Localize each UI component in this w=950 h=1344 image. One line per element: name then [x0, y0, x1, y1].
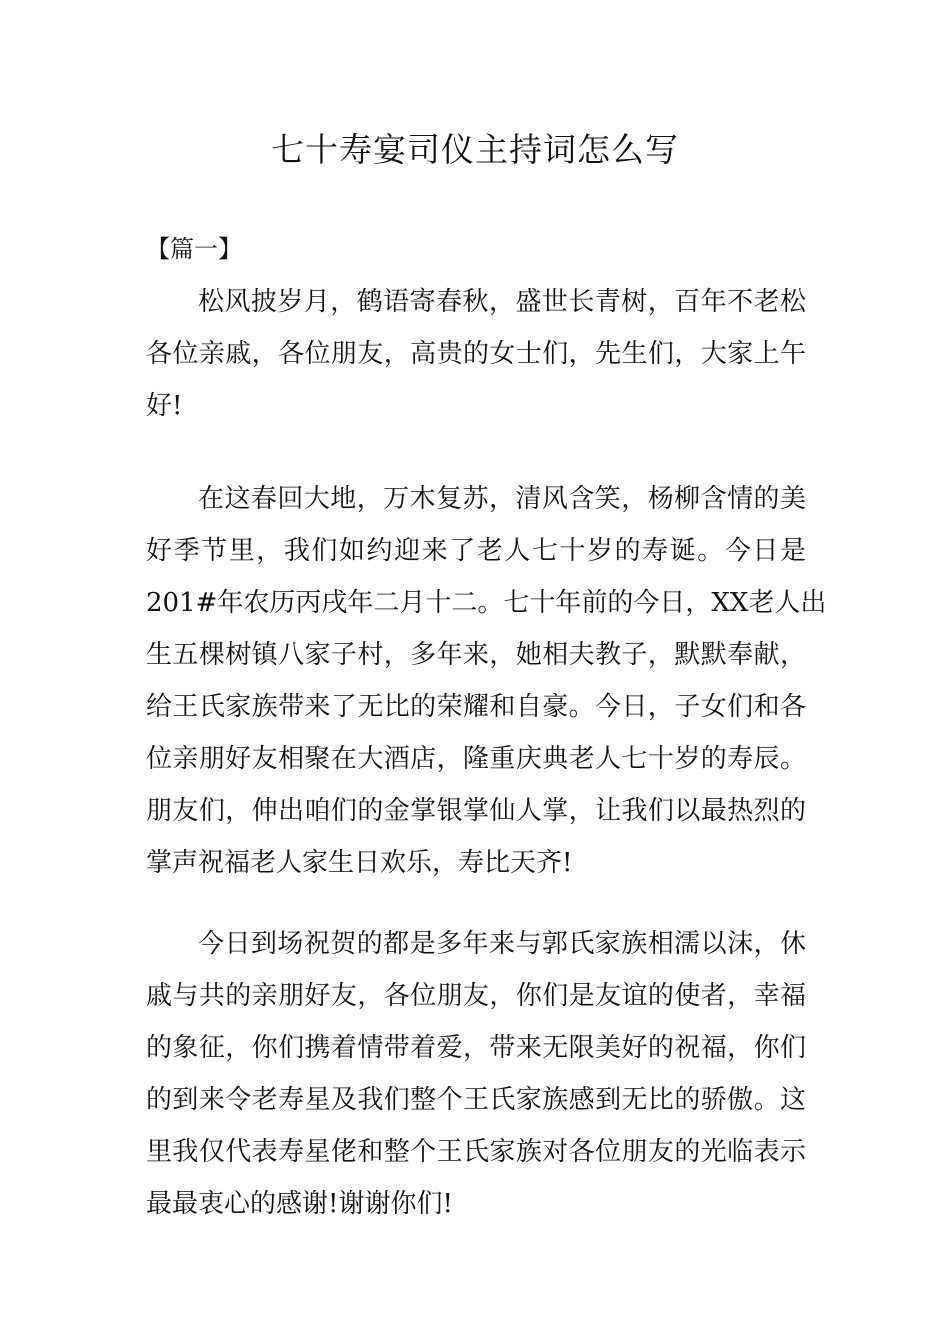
paragraph-line: 戚与共的亲朋好友，各位朋友，你们是友谊的使者，幸福 [146, 981, 806, 1011]
paragraph-line: 最最衷心的感谢!谢谢你们! [146, 1189, 453, 1219]
paragraph-line: 好! [146, 391, 183, 421]
paragraph-line: 的象征，你们携着情带着爱，带来无限美好的祝福，你们 [146, 1033, 806, 1063]
paragraph-line: 各位亲戚，各位朋友，高贵的女士们，先生们，大家上午 [146, 339, 806, 369]
section-label: 【篇一】 [146, 235, 242, 263]
document-title: 七十寿宴司仪主持词怎么写 [271, 130, 679, 169]
paragraph-line: 里我仅代表寿星佬和整个王氏家族对各位朋友的光临表示 [146, 1137, 806, 1167]
paragraph-line: 位亲朋好友相聚在大酒店，隆重庆典老人七十岁的寿辰。 [146, 744, 806, 774]
paragraph-line: 今日到场祝贺的都是多年来与郭氏家族相濡以沫，休 [198, 929, 806, 959]
paragraph-line: 生五棵树镇八家子村，多年来，她相夫教子，默默奉献， [146, 640, 806, 670]
paragraph-line: 好季节里，我们如约迎来了老人七十岁的寿诞。今日是 [146, 536, 806, 566]
paragraph-line: 松风披岁月，鹤语寄春秋，盛世长青树，百年不老松 [198, 287, 806, 317]
paragraph-line: 的到来令老寿星及我们整个王氏家族感到无比的骄傲。这 [146, 1085, 806, 1115]
paragraph-line: 朋友们，伸出咱们的金掌银掌仙人掌，让我们以最热烈的 [146, 796, 806, 826]
paragraph-line: 201#年农历丙戌年二月十二。七十年前的今日，XX老人出 [146, 588, 827, 618]
paragraph-line: 给王氏家族带来了无比的荣耀和自豪。今日，子女们和各 [146, 692, 806, 722]
paragraph-line: 掌声祝福老人家生日欢乐，寿比天齐! [146, 848, 573, 878]
paragraph-line: 在这春回大地，万木复苏，清风含笑，杨柳含情的美 [198, 484, 806, 514]
